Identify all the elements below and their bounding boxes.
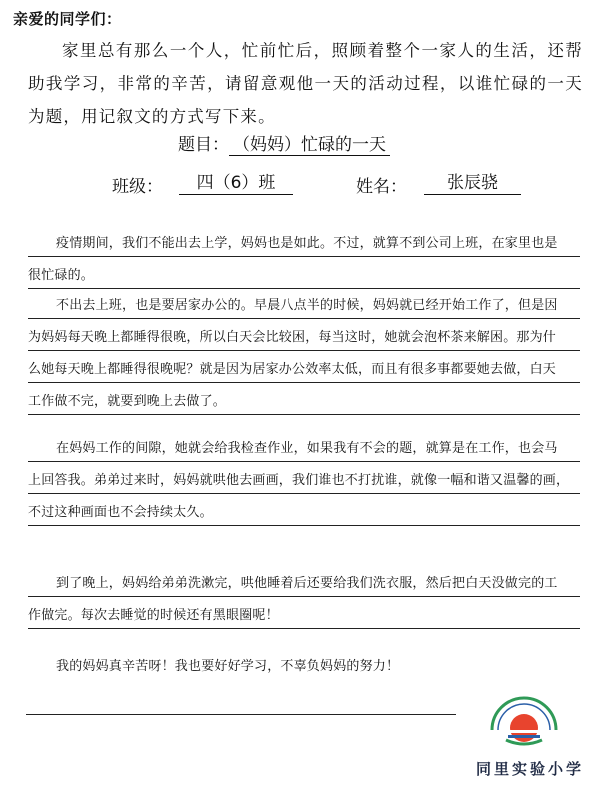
logo-water [508, 735, 540, 738]
essay-line: 很忙碌的。 [28, 257, 580, 289]
school-name: 同里实验小学 [475, 760, 584, 778]
essay-line: 么她每天晚上都睡得很晚呢？就是因为居家办公效率太低，而且有很多事都要她去做，白天 [28, 351, 580, 383]
essay-paragraph-5 [28, 648, 580, 680]
title-label: 题目： [178, 135, 229, 155]
essay-line: 在妈妈工作的间隙，她就会给我检查作业，如果我有不会的题，就算是在工作，也会马 [28, 430, 580, 462]
name-value: 张辰骁 [424, 172, 521, 195]
logo-stripe [508, 730, 540, 733]
blank-writing-line [26, 713, 456, 715]
essay-line: 上回答我。弟弟过来时，妈妈就哄他去画画，我们谁也不打扰谁，就像一幅和谐又温馨的画， [28, 462, 580, 494]
essay-paragraph-4 [28, 565, 580, 629]
class-value: 四（6）班 [179, 172, 293, 195]
essay-title-row [178, 130, 478, 156]
essay-line: 到了晚上，妈妈给弟弟洗漱完，哄他睡着后还要给我们洗衣服，然后把白天没做完的工 [28, 565, 580, 597]
essay-line: 我的妈妈真辛苦呀！我也要好好学习，不辜负妈妈的努力！ [56, 659, 400, 674]
essay-paragraph-3 [28, 430, 580, 526]
essay-line: 作做完。每次去睡觉的时候还有黑眼圈呢！ [28, 597, 580, 629]
name-label: 姓名： [356, 177, 407, 197]
assignment-instructions: 家里总有那么一个人，忙前忙后，照顾着整个一家人的生活，还帮助我学习，非常的辛苦，请留意观他一天的活动过程，以谁忙碌的一天为题，用记叙文的方式写下来。 [28, 41, 583, 126]
class-label: 班级： [112, 177, 163, 197]
essay-line: 不出去上班，也是要居家办公的。早晨八点半的时候，妈妈就已经开始工作了，但是因 [28, 287, 580, 319]
essay-line: 为妈妈每天晚上都睡得很晚，所以白天会比较困，每当这时，她就会泡杯茶来解困。那为什 [28, 319, 580, 351]
title-value: （妈妈）忙碌的一天 [229, 135, 390, 156]
school-logo-icon [484, 690, 564, 750]
essay-line: 疫情期间，我们不能出去上学，妈妈也是如此。不过，就算不到公司上班，在家里也是 [28, 225, 580, 257]
essay-line: 不过这种画面也不会持续太久。 [28, 494, 580, 526]
essay-paragraph-2 [28, 287, 580, 415]
essay-line: 工作做不完，就要到晚上去做了。 [28, 383, 580, 415]
greeting: 亲爱的同学们： [13, 10, 122, 28]
essay-paragraph-1 [28, 225, 580, 289]
